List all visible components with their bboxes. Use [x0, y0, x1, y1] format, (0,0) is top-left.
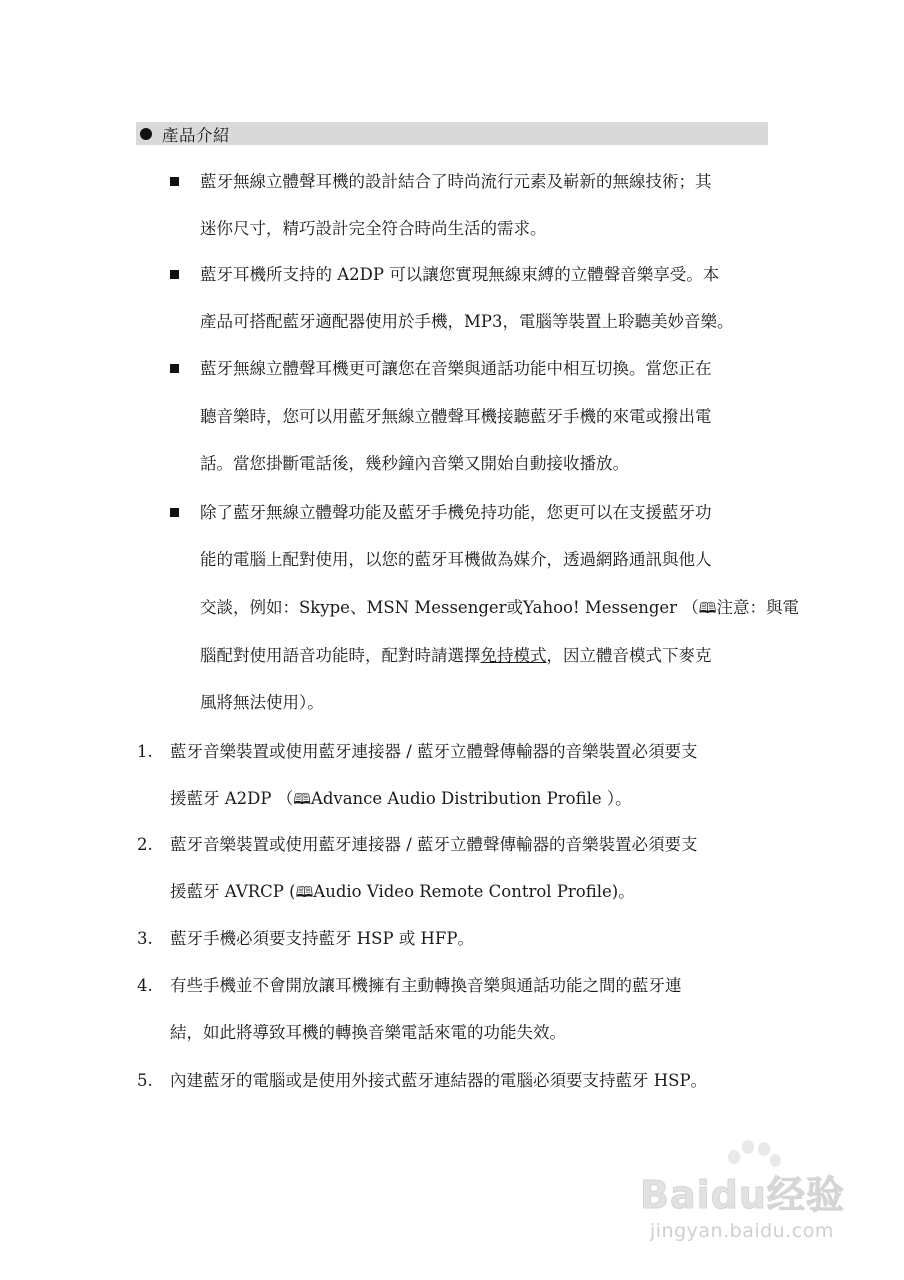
- item-4-line-2: 結，如此將導致耳機的轉換音樂電話來電的功能失效。: [170, 1023, 566, 1042]
- bullet-3-line-1: 藍牙無線立體聲耳機更可讓您在音樂與通話功能中相互切換。當您正在: [200, 359, 712, 378]
- bullet-1-line-1: 藍牙無線立體聲耳機的設計結合了時尚流行元素及嶄新的無線技術；其: [200, 172, 712, 191]
- item-4-line-1: 有些手機並不會開放讓耳機擁有主動轉換音樂與通話功能之間的藍牙連: [170, 976, 682, 995]
- bullet-dot-icon: [140, 128, 152, 140]
- item-2-line-1: 藍牙音樂裝置或使用藍牙連接器 / 藍牙立體聲傳輸器的音樂裝置必須要支: [170, 835, 698, 854]
- bullet-3-line-3: 話。當您掛斷電話後，幾秒鐘內音樂又開始自動接收播放。: [200, 454, 629, 473]
- bullet-4-line-3: [200, 597, 799, 619]
- bullet-3-line-2: 聽音樂時，您可以用藍牙無線立體聲耳機接聽藍牙手機的來電或撥出電: [200, 407, 712, 426]
- item-1-line-1: 藍牙音樂裝置或使用藍牙連接器 / 藍牙立體聲傳輸器的音樂裝置必須要支: [170, 742, 698, 761]
- list-number: 1.: [137, 742, 153, 761]
- square-bullet-icon: [170, 177, 179, 186]
- list-number: 2.: [137, 835, 153, 854]
- handsfree-mode-term: 免持模式: [480, 646, 547, 665]
- item-3-line-1: 藍牙手機必須要支持藍牙 HSP 或 HFP。: [170, 929, 474, 948]
- bullet-4-line-5: 風將無法使用）。: [200, 693, 324, 712]
- bullet-2-line-2: 產品可搭配藍牙適配器使用於手機，MP3，電腦等裝置上聆聽美妙音樂。: [200, 312, 734, 331]
- item-1-line-2: [170, 788, 632, 810]
- square-bullet-icon: [170, 364, 179, 373]
- list-number: 4.: [137, 976, 153, 995]
- list-number: 5.: [137, 1071, 153, 1090]
- bullet-4-line-4-b: ，因立體音模式下麥克: [546, 646, 712, 665]
- baidu-watermark: [640, 1140, 850, 1250]
- item-1-line-2-b: Advance Audio Distribution Profile ）。: [310, 789, 632, 808]
- bullet-1-line-2: 迷你尺寸，精巧設計完全符合時尚生活的需求。: [200, 219, 547, 238]
- item-1-line-2-a: 援藍牙 A2DP （: [170, 789, 294, 808]
- bullet-4-line-2: 能的電腦上配對使用，以您的藍牙耳機做為媒介，透過網路通訊與他人: [200, 550, 712, 569]
- item-5-line-1: 內建藍牙的電腦或是使用外接式藍牙連結器的電腦必須要支持藍牙 HSP。: [170, 1071, 708, 1090]
- watermark-url: jingyan.baidu.com: [650, 1220, 834, 1242]
- bullet-4-line-1: 除了藍牙無線立體聲功能及藍牙手機免持功能，您更可以在支援藍牙功: [200, 503, 712, 522]
- book-icon: 🕮: [293, 790, 311, 808]
- item-2-line-2-b: Audio Video Remote Control Profile)。: [313, 882, 635, 901]
- section-title: 產品介紹: [162, 125, 230, 145]
- bullet-4-line-4-a: 腦配對使用語音功能時，配對時請選擇: [200, 646, 481, 665]
- bullet-4-line-3-text: 交談，例如：Skype、MSN Messenger或Yahoo! Messenger （: [200, 598, 699, 617]
- square-bullet-icon: [170, 508, 179, 517]
- section-heading: [136, 122, 768, 145]
- bullet-4-note-text: 注意：與電: [716, 598, 799, 617]
- bullet-4-line-4: [200, 645, 712, 667]
- watermark-brand: Baidu经验: [640, 1173, 845, 1217]
- square-bullet-icon: [170, 270, 179, 279]
- item-2-line-2-a: 援藍牙 AVRCP (: [170, 882, 296, 901]
- list-number: 3.: [137, 929, 153, 948]
- book-icon: 🕮: [295, 883, 314, 901]
- book-icon: 🕮: [698, 599, 717, 617]
- bullet-2-line-1: 藍牙耳機所支持的 A2DP 可以讓您實現無線束縛的立體聲音樂享受。本: [200, 265, 720, 284]
- item-2-line-2: [170, 881, 635, 903]
